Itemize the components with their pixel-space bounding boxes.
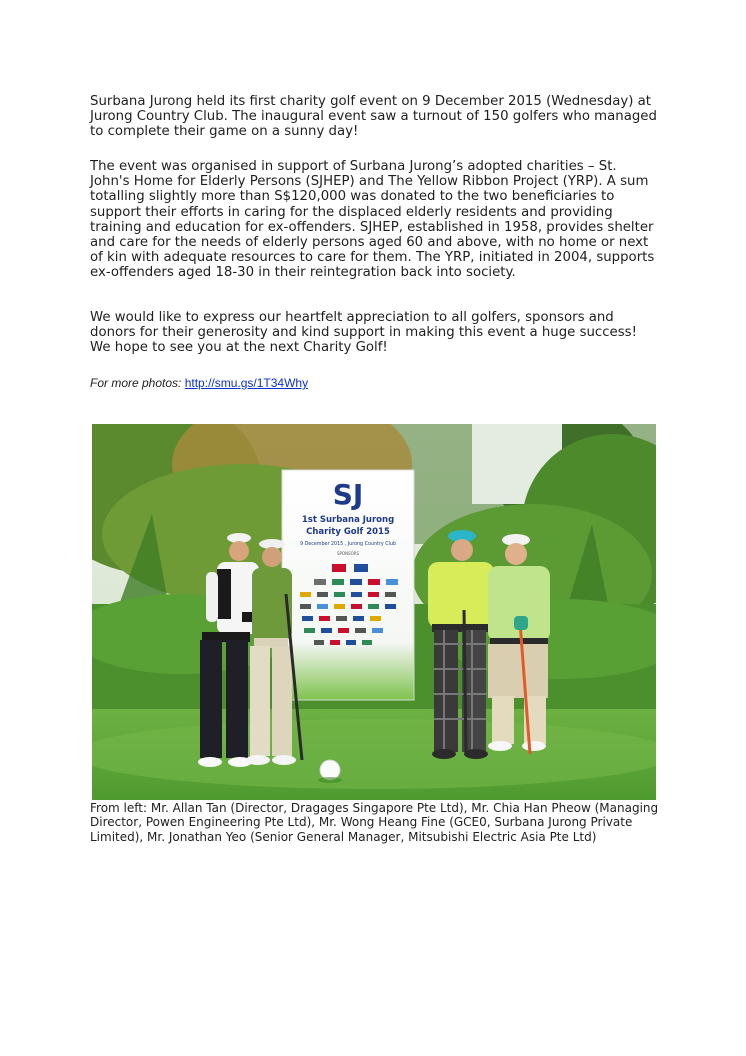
photo-illustration: [92, 424, 656, 800]
banner-subtitle: 9 December 2015 , Jurong Country Club: [300, 542, 396, 547]
more-photos-label: For more photos:: [90, 376, 185, 390]
banner-title-line1: 1st Surbana Jurong: [301, 515, 395, 525]
banner-title-line2: Charity Golf 2015: [306, 527, 390, 537]
photo-caption: From left: Mr. Allan Tan (Director, Dragages Singapore Pte Ltd), Mr. Chia Han Pheow (Managing Director, Powen Engineering Pte Ltd), Mr. Wong Heang Fine (GCE0, Surbana Jurong Private Limited), Mr. Jonathan Yeo (Senior General Manager, Mitsubishi Electric Asia Pte Ltd): [90, 801, 659, 844]
event-photo: [92, 424, 656, 800]
charity-paragraph: The event was organised in support of Surbana Jurong’s adopted charities – St. John's Home for Elderly Persons (SJHEP) and The Yellow Ribbon Project (YRP). A sum totalling slightly more than S$120,000 was donated to the two beneficiaries to support their efforts in caring for the displaced elderly residents and providing training and education for ex-offenders. SJHEP, established in 1958, provides shelter and care for the needs of elderly persons aged 60 and above, with no home or next of kin with adequate resources to care for them. The YRP, initiated in 2004, supports ex-offenders aged 18-30 in their reintegration back into society.: [90, 159, 655, 281]
more-photos-link[interactable]: http://smu.gs/1T34Why: [184, 376, 309, 390]
banner-logo: SJ: [332, 478, 364, 511]
more-photos-line: [90, 376, 308, 390]
appreciation-paragraph: We would like to express our heartfelt appreciation to all golfers, sponsors and donors for their generosity and kind support in making this event a huge success! We hope to see you at the next Charity Golf!: [90, 310, 637, 356]
intro-paragraph: Surbana Jurong held its first charity golf event on 9 December 2015 (Wednesday) at Jurong Country Club. The inaugural event saw a turnout of 150 golfers who managed to complete their game on a sunny day!: [90, 94, 657, 140]
banner-sponsors-label: SPONSORS: [336, 551, 360, 556]
